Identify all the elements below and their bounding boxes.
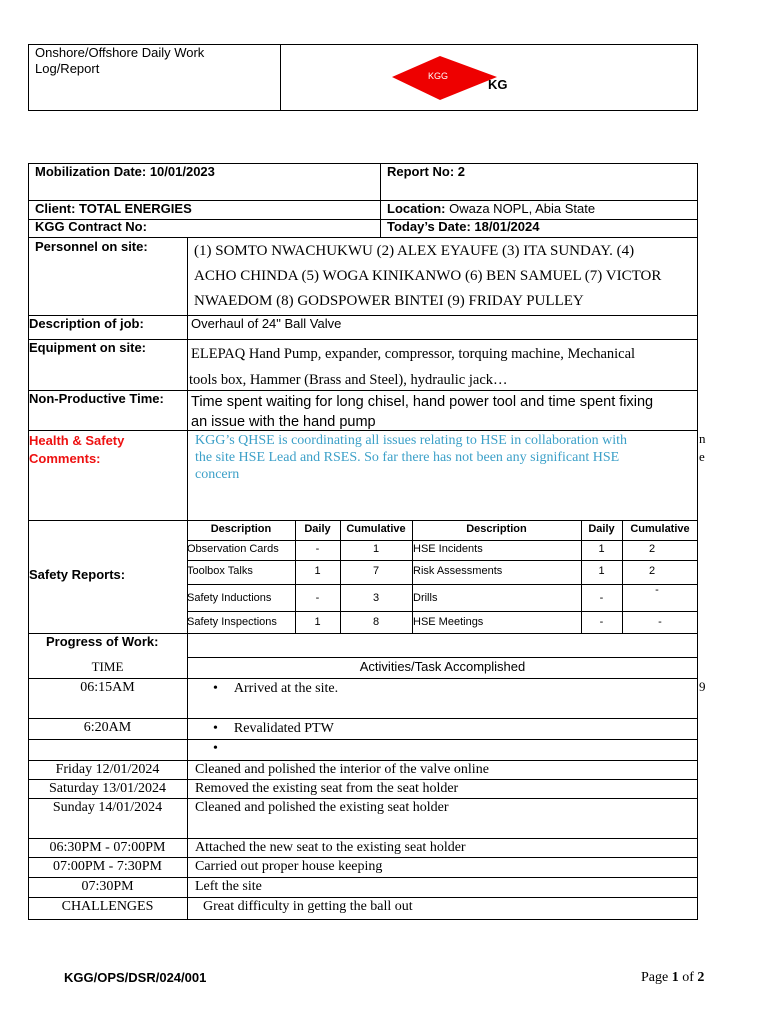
- progress-time: Saturday 13/01/2024: [48, 781, 167, 796]
- safety-cell: 2: [648, 543, 656, 555]
- page-number: 1: [671, 970, 679, 985]
- report-title-line1: Onshore/Offshore Daily Work: [35, 45, 205, 60]
- client-name: Client: TOTAL ENERGIES: [35, 201, 192, 216]
- equipment-label: Equipment on site:: [29, 340, 146, 355]
- page-indicator: [641, 970, 704, 986]
- hse-label-line: Comments:: [29, 451, 101, 466]
- safety-cell: -: [655, 584, 659, 596]
- hse-line: concern: [195, 467, 240, 482]
- hse-label-line: Health & Safety: [29, 433, 125, 448]
- progress-label: Progress of Work:: [46, 634, 159, 649]
- progress-activity: [213, 721, 334, 737]
- safety-reports-label: Safety Reports:: [29, 567, 126, 582]
- safety-cell: Observation Cards: [187, 543, 279, 555]
- progress-activity: Left the site: [195, 879, 262, 894]
- company-logo: [392, 56, 522, 101]
- safety-cell: Drills: [413, 592, 438, 604]
- hse-overflow-char: e: [699, 449, 705, 464]
- npt-line: an issue with the hand pump: [191, 414, 376, 430]
- progress-activity: Attached the new seat to the existing seat holder: [195, 840, 466, 855]
- npt-label: Non-Productive Time:: [29, 391, 164, 406]
- equipment-line: ELEPAQ Hand Pump, expander, compressor, torquing machine, Mechanical: [191, 346, 636, 362]
- safety-cell: 3: [372, 592, 380, 604]
- safety-header: Cumulative: [346, 523, 406, 535]
- progress-time: 06:15AM: [80, 680, 135, 695]
- location-value: Owaza NOPL, Abia State: [445, 201, 596, 216]
- equipment-line: tools box, Hammer (Brass and Steel), hydraulic jack…: [189, 372, 508, 388]
- safety-cell: -: [315, 592, 320, 604]
- progress-overflow-char: 9: [699, 679, 706, 694]
- job-label: Description of job:: [29, 316, 144, 331]
- safety-cell: 8: [372, 616, 380, 628]
- equipment-list: [189, 341, 635, 393]
- safety-cell: HSE Incidents: [413, 543, 483, 555]
- safety-header: Cumulative: [630, 523, 690, 535]
- hse-comments: [195, 432, 627, 483]
- safety-header: Description: [466, 523, 527, 535]
- progress-time: Sunday 14/01/2024: [52, 800, 163, 815]
- safety-cell: -: [599, 592, 604, 604]
- personnel-label: Personnel on site:: [35, 239, 148, 254]
- challenges-text: Great difficulty in getting the ball out: [203, 899, 413, 914]
- of-word: of: [678, 970, 698, 985]
- contract-number: KGG Contract No:: [35, 219, 147, 234]
- activity-bullet-item: • Revalidated PTW: [213, 721, 334, 737]
- npt-description: [191, 392, 653, 432]
- safety-cell: 1: [372, 543, 380, 555]
- safety-cell: -: [315, 543, 320, 555]
- personnel-line: NWAEDOM (8) GODSPOWER BINTEI (9) FRIDAY PULLEY: [194, 293, 584, 309]
- document-reference: KGG/OPS/DSR/024/001: [64, 970, 207, 985]
- header-divider: [280, 44, 281, 111]
- activity-bullet-item: • Arrived at the site.: [213, 681, 338, 697]
- progress-activity: Cleaned and polished the existing seat holder: [195, 800, 449, 815]
- safety-header: Daily: [304, 523, 331, 535]
- progress-time: 07:00PM - 7:30PM: [53, 859, 162, 874]
- page-total: 2: [697, 970, 705, 985]
- personnel-list: [194, 239, 661, 314]
- safety-cell: 2: [648, 565, 656, 577]
- progress-activity: Carried out proper house keeping: [195, 859, 383, 874]
- safety-cell: Toolbox Talks: [187, 565, 253, 577]
- safety-cell: Risk Assessments: [413, 565, 503, 577]
- challenges-label: CHALLENGES: [61, 899, 154, 914]
- activity-bullet-item: [213, 741, 234, 757]
- progress-activity: [213, 741, 234, 757]
- report-number: Report No: 2: [387, 164, 465, 179]
- progress-time: 07:30PM: [81, 879, 134, 894]
- progress-activity: [213, 681, 338, 697]
- safety-cell: HSE Meetings: [413, 616, 484, 628]
- safety-cell: 1: [598, 543, 605, 555]
- logo-side-text: KG: [488, 77, 508, 92]
- safety-cell: 1: [598, 565, 605, 577]
- personnel-line: ACHO CHINDA (5) WOGA KINIKANWO (6) BEN SAMUEL (7) VICTOR: [194, 268, 662, 284]
- safety-cell: -: [658, 616, 662, 628]
- safety-header: Daily: [588, 523, 615, 535]
- safety-cell: -: [599, 616, 604, 628]
- location-label: Location:: [387, 201, 446, 216]
- safety-header: Description: [210, 523, 272, 535]
- npt-line: Time spent waiting for long chisel, hand power tool and time spent fixing: [191, 394, 654, 410]
- progress-activity: Cleaned and polished the interior of the valve online: [195, 762, 489, 777]
- hse-overflow-char: n: [699, 431, 706, 446]
- hse-label: [29, 432, 124, 468]
- personnel-line: (1) SOMTO NWACHUKWU (2) ALEX EYAUFE (3) ITA SUNDAY. (4): [194, 243, 635, 259]
- progress-time: 6:20AM: [83, 720, 132, 735]
- time-header: TIME: [91, 659, 124, 674]
- safety-cell: 1: [314, 565, 321, 577]
- report-title: [35, 45, 204, 77]
- report-title-line2: Log/Report: [35, 61, 100, 76]
- progress-time: Friday 12/01/2024: [55, 762, 160, 777]
- location: [387, 202, 595, 217]
- safety-cell: Safety Inspections: [187, 616, 277, 628]
- hse-line: KGG’s QHSE is coordinating all issues relating to HSE in collaboration with: [195, 433, 628, 448]
- hse-line: the site HSE Lead and RSES. So far there has not been any significant HSE: [195, 450, 620, 465]
- safety-cell: 7: [372, 565, 380, 577]
- mobilization-date: Mobilization Date: 10/01/2023: [35, 164, 215, 179]
- activities-header: Activities/Task Accomplished: [359, 659, 526, 674]
- progress-time: 06:30PM - 07:00PM: [49, 840, 166, 855]
- logo-diamond-text: KGG: [428, 71, 449, 81]
- progress-activity: Removed the existing seat from the seat holder: [195, 781, 459, 796]
- todays-date: Today’s Date: 18/01/2024: [387, 219, 540, 234]
- safety-cell: Safety Inductions: [187, 592, 272, 604]
- page-word: Page: [641, 970, 672, 985]
- job-description: Overhaul of 24" Ball Valve: [191, 316, 342, 331]
- safety-cell: 1: [314, 616, 321, 628]
